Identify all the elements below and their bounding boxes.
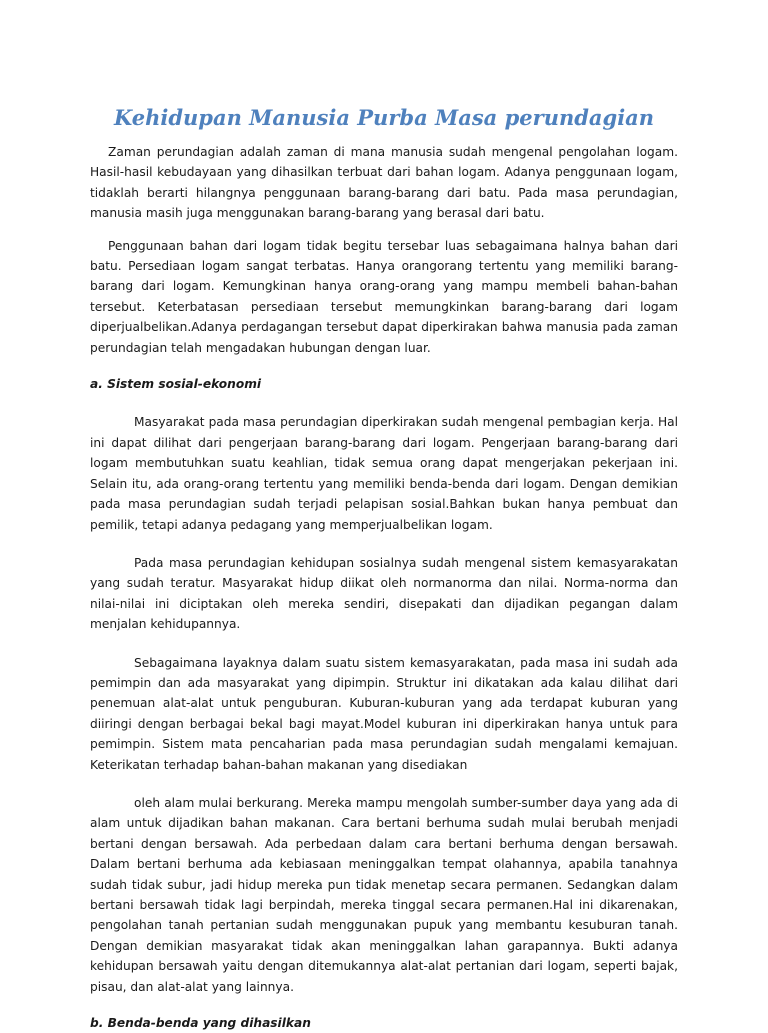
section-a-heading: a. Sistem sosial-ekonomi: [90, 377, 262, 392]
section-a-paragraph-2: Pada masa perundagian kehidupan sosialnya sudah mengenal sistem kemasyarakatan yang sudah teratur. Masyarakat hidup diikat oleh normanorma dan nilai. Norma-norma dan nilai-nilai ini diciptakan oleh mereka sendiri, disepakati dan dijadikan pegangan dalam menjalan kehidupannya.: [90, 555, 678, 632]
section-b-heading: b. Benda-benda yang dihasilkan: [90, 1016, 311, 1031]
section-a-paragraph-1: Masyarakat pada masa perundagian diperkirakan sudah mengenal pembagian kerja. Hal ini dapat dilihat dari pengerjaan barang-barang dari logam. Pengerjaan barang-barang dari logam membutuhkan suatu keahlian, tidak semua orang dapat mengerjakan pekerjaan ini. Selain itu, ada orang-orang tertentu yang memiliki benda-benda dari logam. Dengan demikian pada masa perundagian sudah terjadi pelapisan sosial.Bahkan bukan hanya pembuat dan pemilik, tetapi adanya pedagang yang memperjualbelikan logam.: [90, 415, 678, 532]
intro-paragraph-2: Penggunaan bahan dari logam tidak begitu tersebar luas sebagaimana halnya bahan dari batu. Persediaan logam sangat terbatas. Hanya orangorang tertentu yang memiliki barang-barang dari logam. Kemungkinan hanya orang-orang yang mampu membeli bahan-bahan tersebut. Keterbatasan persediaan tersebut memungkinkan barang-barang dari logam diperjualbelikan.Adanya perdagangan tersebut dapat diperkirakan bahwa manusia pada zaman perundagian telah mengadakan hubungan dengan luar.: [90, 238, 678, 355]
document-title: Kehidupan Manusia Purba Masa perundagian: [113, 105, 655, 130]
intro-paragraph-1: Zaman perundagian adalah zaman di mana manusia sudah mengenal pengolahan logam. Hasil-hasil kebudayaan yang dihasilkan terbuat dari bahan logam. Adanya penggunaan logam, tidaklah berarti hilangnya penggunaan barang-barang dari batu. Pada masa perundagian, manusia masih juga menggunakan barang-barang yang berasal dari batu.: [90, 145, 678, 221]
section-a-paragraph-4: oleh alam mulai berkurang. Mereka mampu mengolah sumber-sumber daya yang ada di alam untuk dijadikan bahan makanan. Cara bertani berhuma sudah mulai berubah menjadi bertani dengan bersawah. Ada perbedaan dalam cara bertani berhuma dengan bersawah. Dalam bertani berhuma ada kebiasaan meninggalkan tempat olahannya, apabila tanahnya sudah tidak subur, jadi hidup mereka pun tidak menetap secara permanen. Sedangkan dalam bertani bersawah tidak lagi berpindah, mereka tinggal secara permanen.Hal ini dikarenakan, pengolahan tanah pertanian sudah menggunakan pupuk yang membantu kesuburan tanah. Dengan demikian masyarakat tidak akan meninggalkan lahan garapannya. Bukti adanya kehidupan bersawah yaitu dengan ditemukannya alat-alat pertanian dari logam, seperti bajak, pisau, dan alat-alat yang lainnya.: [90, 795, 678, 994]
section-a-paragraph-3: Sebagaimana layaknya dalam suatu sistem kemasyarakatan, pada masa ini sudah ada pemimpin dan ada masyarakat yang dipimpin. Struktur ini dikatakan ada kalau dilihat dari penemuan alat-alat untuk penguburan. Kuburan-kuburan yang ada terdapat kuburan yang diiringi dengan berbagai bekal bagi mayat.Model kuburan ini diperkirakan hanya untuk para pemimpin. Sistem mata pencaharian pada masa perundagian sudah mengalami kemajuan. Keterikatan terhadap bahan-bahan makanan yang disediakan: [90, 655, 678, 772]
